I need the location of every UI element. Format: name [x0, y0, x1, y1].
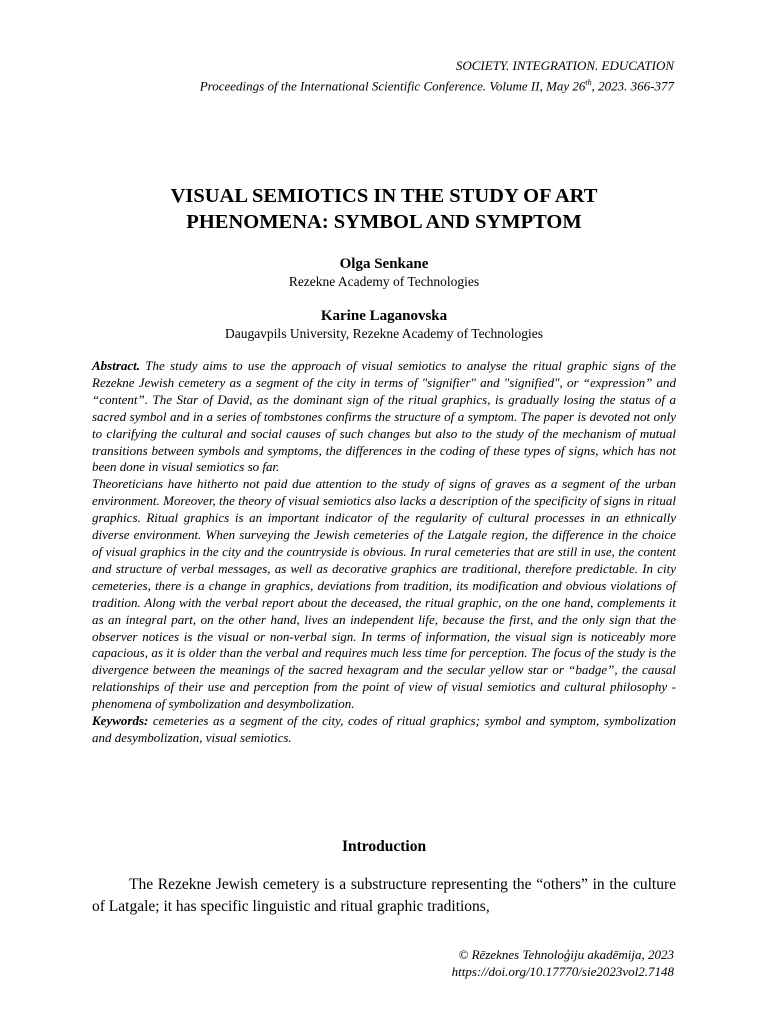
title-line-1: VISUAL SEMIOTICS IN THE STUDY OF ART: [170, 185, 598, 207]
title-line-2: PHENOMENA: SYMBOL AND SYMPTOM: [186, 211, 582, 233]
proceedings-text: Proceedings of the International Scientific Conference. Volume II, May 26: [199, 78, 586, 94]
keywords: [92, 713, 676, 747]
keywords-label: Keywords:: [92, 713, 149, 729]
journal-name: SOCIETY. INTEGRATION. EDUCATION: [455, 58, 674, 73]
copyright-notice: © Rēzeknes Tehnoloģiju akadēmija, 2023: [458, 947, 674, 962]
author-affiliation: Daugavpils University, Rezekne Academy of Technologies: [224, 326, 544, 341]
author-block: [92, 307, 676, 342]
proceedings-line: [200, 74, 674, 94]
page-footer: [452, 946, 674, 980]
proceedings-superscript: th: [585, 78, 592, 87]
author-affiliation: Rezekne Academy of Technologies: [288, 274, 480, 289]
running-header: [200, 57, 674, 94]
paper-title: [92, 183, 676, 235]
doi-link[interactable]: https://doi.org/10.17770/sie2023vol2.7148: [451, 964, 674, 979]
abstract: [92, 358, 676, 747]
introduction-body: [92, 874, 676, 918]
section-heading-introduction: Introduction: [341, 838, 427, 855]
abstract-paragraph-1: [92, 358, 676, 476]
proceedings-pages: , 2023. 366-377: [591, 78, 674, 94]
author-name: Olga Senkane: [339, 256, 429, 272]
abstract-label: Abstract.: [92, 358, 141, 373]
keywords-text: cemeteries as a segment of the city, codes of ritual graphics; symbol and symptom, symbolization and desymbolization, visual semiotics.: [92, 713, 676, 745]
introduction-paragraph: The Rezekne Jewish cemetery is a substructure representing the “others” in the culture of Latgale; it has specific linguistic and ritual graphic traditions,: [92, 876, 676, 915]
author-name: Karine Laganovska: [320, 308, 448, 324]
author-block: [92, 255, 676, 290]
abstract-paragraph-2: Theoreticians have hitherto not paid due attention to the study of signs of graves as a segment of the urban environment. Moreover, the theory of visual semiotics also lacks a description of the specificity of signs in ritual graphics. Ritual graphics is an important indicator of the regularity of cultural processes in an ethnically diverse environment. When surveying the Jewish cemeteries of the Latgale region, the difference in the choice of visual graphics in the city and the countryside is obvious. In rural cemeteries that are still in use, the content and structure of verbal messages, as well as decorative graphics are traditional, therefore predictable. In city cemeteries, there is a change in graphics, deviations from tradition, its modification and obvious violations of tradition. Along with the verbal report about the deceased, the ritual graphic, on the one hand, complements it as an integral part, on the other hand, lives an independent life, because the first, and the only sign that the observer notices is the visual or non-verbal sign. In terms of information, the visual sign is noticeably more capacious, as it is older than the verbal and requires much less time for perception. The focus of the study is the divergence between the meanings of the sacred hexagram and the secular yellow star or “badge”, the causal relationships of their use and perception from the point of view of visual semiotics and cultural philosophy - phenomena of symbolization and desymbolization.: [92, 476, 676, 712]
abstract-text-1: The study aims to use the approach of visual semiotics to analyse the ritual graphic signs of the Rezekne Jewish cemetery as a segment of the city in terms of "signifier" and "signified", or “expression” and “content”. The Star of David, as the dominant sign of the ritual graphics, is gradually losing the status of a sacred symbol and in a series of tombstones confirms the structure of a symptom. The paper is devoted not only to clarifying the cultural and social causes of such changes but also to the study of the mechanism of mutual transitions between symbols and symptoms, the differences in the coding of these types of signs, which has not been done in visual semiotics so far.: [92, 358, 676, 475]
